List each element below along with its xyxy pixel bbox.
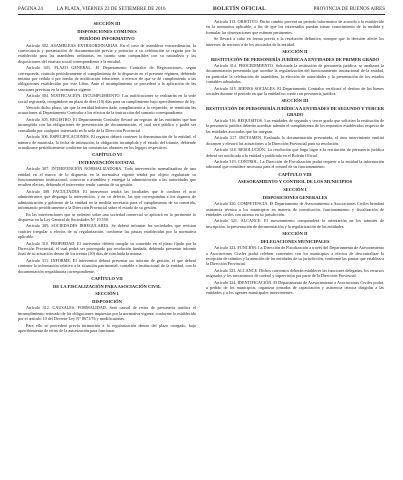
- section-heading: DE LA FISCALIZACIÓN PARA ASOCIACIÓN CIVIL: [52, 283, 162, 289]
- article-paragraph: En las intervenciones que se ordenen sobre una sociedad comercial se aplicará en lo pertinente lo dispuesto en la Ley General de Sociedades N° 19.550.: [18, 211, 196, 222]
- article-paragraph: Artículo 318. RESOLUCIÓN. La resolución que haga lugar a la restitución de personería jurídica deberá ser notificada a la entidad y publicada en el Boletín Oficial.: [206, 147, 384, 158]
- article-paragraph: Se llevará a cabo en forma previa a la resolución definitiva, siempre que la decisión afecte los intereses de terceros o de los asociados de la entidad.: [206, 36, 384, 47]
- article-paragraph: Artículo 308. FACULTADES. El interventor tendrá las facultades que le confiera el acto administrativo que disponga la intervención, y en su defecto, las que correspondan a los órganos de administración y gobierno de la entidad en la medida necesaria para el cumplimiento de su cometido, informando periódicamente a la Dirección Provincial sobre el estado de su gestión.: [18, 189, 196, 211]
- section-heading: SECCIÓN III: [93, 21, 121, 26]
- body-columns: [18, 19, 385, 334]
- article-paragraph: Artículo 311. INFORME. El interventor deberá presentar un informe de gestión, el que deberá contener la información relativa a la situación patrimonial, contable e institucional de la entidad, con la documentación respaldatoria correspondiente.: [18, 257, 196, 274]
- page-number: PÁGINA 24: [18, 7, 43, 12]
- publication-title: BOLETÍN OFICIAL: [213, 6, 266, 12]
- section-heading: SECCIÓN III: [281, 98, 309, 104]
- article-paragraph: Artículo 306. ESPECIFICACIONES. El registro deberá contener la denominación de la entidad, el número de matrícula, la fecha de intimación, la obligación incumplida y el estado del trámite, debiendo actualizarse periódicamente conforme las constancias obrantes en los legajos respectivos.: [18, 134, 196, 150]
- article-paragraph: Artículo 310. PROPIEDAD. El interventor deberá cumplir su cometido en el plazo fijado por la Dirección Provincial, el cual podrá ser prorrogado por resolución fundada, debiendo presentar informe final de su actuación dentro de los treinta (30) días de concluida la misma.: [18, 240, 196, 257]
- section-heading: SECCIÓN I: [95, 291, 119, 297]
- section-heading: CAPÍTULO VII: [91, 275, 123, 281]
- section-heading: DISPOSICIONES GENERALES: [262, 194, 328, 200]
- article-paragraph: Artículo 322. FUNCIÓN. La Dirección de Fiscalización a través del Departamento de Asesoramiento a Asociaciones Civiles podrá celebrar convenios con los municipios a efectos de descentralizar la recepción de trámites y la atención de las entidades de su jurisdicción, conforme las pautas que establezca la Dirección Provincial.: [206, 245, 385, 267]
- article-paragraph: Artículo 309. SOCIEDADES IRREGULARES. Se deberá informar las sociedades que revistan carácter irregular a efectos de su regularización, conforme las pautas establecidas por la normativa aplicable.: [18, 223, 196, 240]
- section-heading: PERÍODO INFORMATIVO: [79, 36, 135, 42]
- page-header: [18, 6, 385, 13]
- section-heading: ASESORAMIENTO Y CONTROL DE LOS MUNICIPIOS: [237, 179, 353, 185]
- article-paragraph: Artículo 307. INTERVENCIÓN NORMALIZADORA. Toda intervención normalizadora de una entidad en el marco de lo dispuesto en la normativa vigente tendrá por objeto regularizar su funcionamiento institucional, convocar a asamblea y entregar la administración a las autoridades que resulten electas, debiendo el interventor rendir cuentas de su gestión.: [18, 166, 196, 188]
- province-name: PROVINCIA DE BUENOS AIRES: [313, 7, 385, 12]
- section-heading: CAPÍTULO VI: [92, 152, 122, 158]
- section-heading: SECCIÓN I: [283, 186, 307, 192]
- article-paragraph: Para ello se procederá previa intimación a la regularización dentro del plazo otorgado, bajo apercibimiento de retiro de la autorización para funcionar.: [18, 322, 196, 333]
- section-heading: SECCIÓN II: [282, 231, 308, 237]
- article-paragraph: Artículo 315. BIENES SOCIALES. El Departamento Contralor verificará el destino de los bienes sociales durante el período en que la entidad no contó con personería jurídica.: [206, 85, 384, 96]
- article-paragraph: Artículo 320. COMPETENCIA. El Departamento de Asesoramiento a Asociaciones Civiles brindará asistencia técnica a los municipios en materia de constitución, funcionamiento y fiscalización de entidades civiles con asiento en su jurisdicción.: [206, 201, 384, 217]
- article-paragraph: Artículo 305. REGISTRO. El Departamento Contralor llevará un registro de las entidades que han incumplido con las obligaciones de presentación de documentación, el cual será público y podrá ser consultado por cualquier interesado en la sede de la Dirección Provincial.: [18, 117, 196, 133]
- article-paragraph: Artículo 314. PROCEDIMIENTO. Solicitada la restitución de personería jurídica, se analizará la documentación presentada que acredite la regularización del funcionamiento institucional de la entidad, en particular la celebración de asambleas, la elección de autoridades y la presentación de los estados contables adeudados.: [206, 63, 384, 85]
- article-paragraph: Artículo 304. NOTIFICACIÓN. INCUMPLIMIENTO. Las notificaciones se realizarán en la sede social registrada, otorgándose un plazo de diez (10) días para su cumplimiento bajo apercibimiento de ley.: [18, 93, 196, 104]
- left-column: [18, 19, 196, 334]
- right-column: [206, 19, 384, 334]
- article-paragraph: Artículo 321. ALCANCE. El asesoramiento comprenderá la orientación en los trámites de inscripción, la presentación de documentación y la regularización de las entidades.: [206, 218, 384, 229]
- header-rule: [18, 14, 385, 15]
- section-heading: DISPOSICIONES COMUNES: [77, 28, 137, 34]
- article-paragraph: Artículo 319. CONTROL. La Dirección de Fiscalización podrá requerir a la entidad la información adicional que considere necesaria para el control de su funcionamiento.: [206, 159, 384, 170]
- publication-date: LA PLATA, VIERNES 23 DE SETIEMBRE DE 2016: [56, 7, 166, 12]
- article-paragraph: Artículo 324. IDENTIFICACIÓN. El Departamento de Asesoramiento a Asociaciones Civiles podrá, a pedido de los municipios, organizar jornadas de capacitación y asistencia técnica dirigidas a las entidades y a los agentes municipales intervinientes.: [206, 279, 384, 296]
- article-paragraph: Artículo 316. REQUISITOS. Las entidades de segundo y tercer grado que soliciten la restitución de la personería jurídica deberán acreditar además el cumplimiento de los requisitos establecidos respecto de las entidades asociadas que las integran.: [206, 118, 384, 134]
- article-paragraph: Artículo 302. ASAMBLEAS EXTRAORDINARIAS. En el caso de asambleas extraordinarias, la convocatoria y presentación de documentación previa y posterior a su celebración se regirán por lo establecido para las asambleas ordinarias, en cuanto sean compatibles con su naturaleza y las disposiciones del estatuto social correspondiente a la entidad.: [18, 42, 196, 64]
- article-paragraph: Vencido dicho plazo, sin que la entidad hubiera dado cumplimiento a lo requerido, se remitirán las actuaciones al Departamento Contralor a los efectos de la instrucción del sumario correspondiente.: [18, 105, 196, 116]
- section-heading: RESTITUCIÓN DE PERSONERÍA JURÍDICA A ENTIDADES DE PRIMER GRADO: [210, 56, 380, 62]
- article-paragraph: Artículo 323. ALCANCE. Dichos convenios deberán establecer las funciones delegadas, los recursos asignados y los mecanismos de control y supervisión por parte de la Dirección Provincial.: [206, 267, 384, 279]
- section-heading: INTERVENCIÓN ESTATAL: [78, 159, 136, 165]
- article-paragraph: Artículo 312. CAUSALES. FORMALIDAD. Será causal de retiro de personería jurídica el incumplimiento reiterado de las obligaciones impuestas por la normativa vigente, conforme lo establecido por el artículo 10 del Decreto-Ley N° 8671/76 y modificatorias.: [18, 305, 196, 321]
- article-paragraph: Artículo 313. OBJETIVO. Dicho cambio preverá un período informativo de acuerdo a lo establecido en la normativa aplicable, a fin de que los interesados puedan tomar conocimiento de la medida y formular las observaciones que estimen pertinentes.: [206, 19, 384, 35]
- article-paragraph: Artículo 303. PLAZO GENERAL. El Departamento Contralor de Registraciones, según corresponda, controla periódicamente el cumplimiento de lo dispuesto en el presente régimen, debiendo intimar por cédula o por medio de notificación fehaciente, a efectos de que se dé cumplimiento a las obligaciones establecidas por este Libro. Ante el incumplimiento se procederá a la aplicación de las sanciones previstas en la normativa vigente.: [18, 65, 196, 92]
- section-heading: DISPOSICIÓN: [92, 298, 122, 304]
- section-heading: CAPÍTULO VIII: [278, 171, 312, 177]
- article-paragraph: Artículo 317. DICTAMEN. Evaluada la documentación presentada, el área interviniente emitirá dictamen y elevará las actuaciones a la Dirección Provincial para su resolución.: [206, 135, 384, 146]
- section-heading: SECCIÓN II: [282, 48, 308, 54]
- section-heading: RESTITUCIÓN DE PERSONERÍA JURÍDICA A ENTIDADES DE SEGUNDO Y TERCER GRADO: [206, 105, 384, 117]
- section-heading: DELEGACIONES MUNICIPALES: [260, 238, 330, 244]
